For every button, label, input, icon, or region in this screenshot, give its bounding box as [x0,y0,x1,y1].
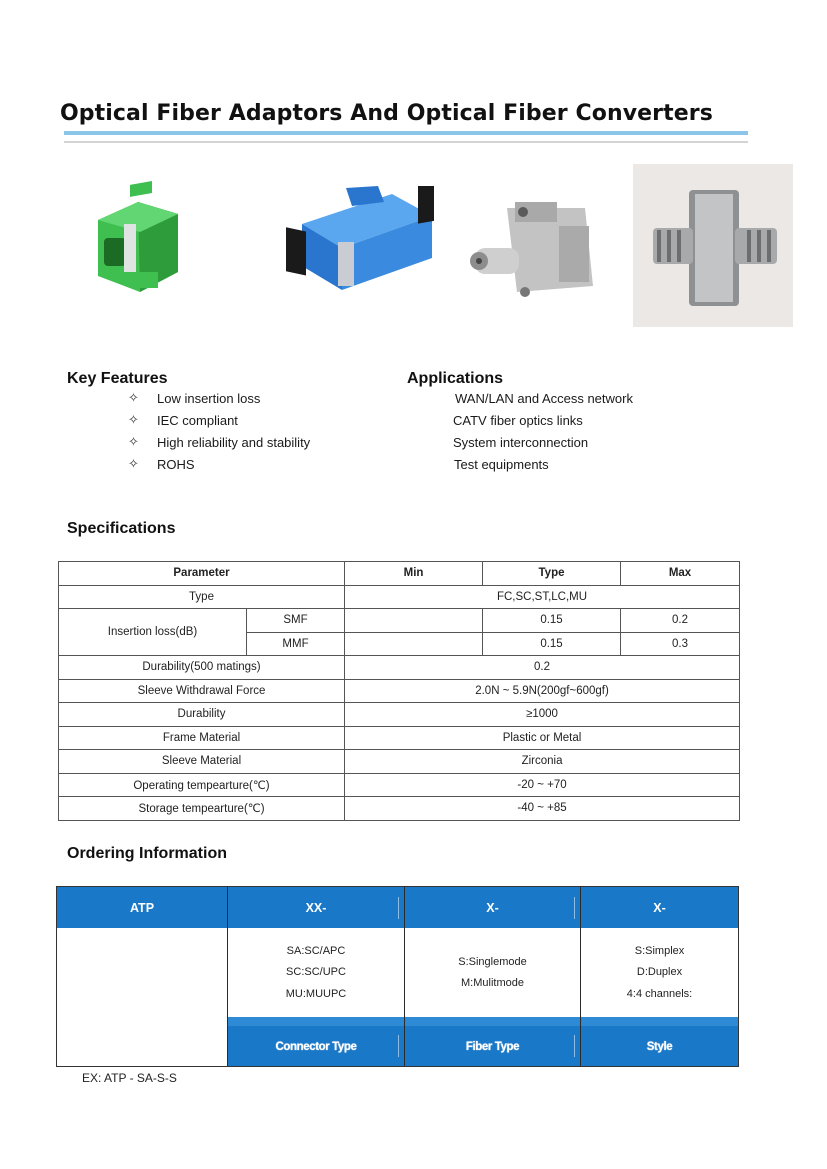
ordering-footer-strip [227,1017,738,1026]
param-value: ≥1000 [345,703,740,727]
column-header: Parameter [59,562,345,586]
max-value: 0.3 [621,632,740,656]
param-value: Plastic or Metal [345,726,740,750]
footer-connector-type: Connector Type [275,1041,357,1053]
min-value [345,609,483,633]
ordering-heading: Ordering Information [67,845,227,862]
table-row [59,585,740,609]
fiber-option: M:Mulitmode [461,977,524,989]
connector-option: SA:SC/APC [286,945,346,957]
ordering-header-connector: XX- [305,900,327,915]
table-row [59,773,740,797]
connector-option: MU:MUUPC [285,988,347,1000]
ordering-example: EX: ATP - SA-S-S [82,1071,177,1085]
param-value: FC,SC,ST,LC,MU [345,585,740,609]
bullet-icon: ✧ [128,390,139,405]
param-label: Operating tempearture(℃) [59,773,345,797]
bullet-icon: ✧ [128,412,139,427]
sub-label: MMF [247,632,345,656]
param-label: Storage tempearture(℃) [59,797,345,821]
table-row [59,609,740,633]
blue-sc-upc-adapter-photo [280,186,440,298]
bullet-icon: ✧ [128,434,139,449]
table-row [59,750,740,774]
bullet-icon: ✧ [128,456,139,471]
connector-option: SC:SC/UPC [286,966,346,978]
type-value: 0.15 [483,609,621,633]
application-item: WAN/LAN and Access network [455,391,633,406]
ordering-header-atp: ATP [129,900,155,915]
feature-item: High reliability and stability [157,435,311,450]
table-row [59,797,740,821]
param-value: 0.2 [345,656,740,680]
key-features-heading: Key Features [67,370,168,387]
ordering-header-style: X- [653,900,666,915]
param-label: Sleeve Material [59,750,345,774]
specifications-table [58,561,740,821]
param-value: 2.0N ~ 5.9N(200gf~600gf) [345,679,740,703]
table-row [59,703,740,727]
title-underline-blue [64,131,748,135]
specifications-heading: Specifications [67,520,176,537]
param-label: Frame Material [59,726,345,750]
param-value: -40 ~ +85 [345,797,740,821]
feature-item: IEC compliant [157,413,238,428]
application-item: System interconnection [453,435,589,450]
param-label: Durability [59,703,345,727]
application-item: Test equipments [454,457,549,472]
max-value: 0.2 [621,609,740,633]
type-value: 0.15 [483,632,621,656]
min-value [345,632,483,656]
style-option: S:Simplex [634,945,685,957]
ordering-table [56,886,739,1067]
green-sc-apc-adapter-photo [78,180,188,300]
column-header: Type [483,562,621,586]
feature-item: Low insertion loss [157,391,261,406]
style-option: 4:4 channels: [626,988,693,1000]
application-item: CATV fiber optics links [453,413,583,428]
table-row [59,679,740,703]
param-label: Durability(500 matings) [59,656,345,680]
feature-item: ROHS [157,457,195,472]
fiber-option: S:Singlemode [458,956,527,968]
param-label: Type [59,585,345,609]
table-header-row [59,562,740,586]
ordering-header-fiber: X- [486,900,499,915]
title-underline-gray [64,141,748,143]
footer-fiber-type: Fiber Type [465,1041,520,1053]
param-value: -20 ~ +70 [345,773,740,797]
fc-adapter-metal-photo [633,164,793,327]
param-value: Zirconia [345,750,740,774]
page-title: Optical Fiber Adaptors And Optical Fiber Converters [60,101,713,126]
column-header: Max [621,562,740,586]
param-label: Insertion loss(dB) [59,609,247,656]
table-row [59,726,740,750]
column-header: Min [345,562,483,586]
param-label: Sleeve Withdrawal Force [59,679,345,703]
style-option: D:Duplex [636,966,683,978]
st-fc-converter-photo [465,196,600,306]
table-row [59,656,740,680]
sub-label: SMF [247,609,345,633]
footer-style: Style [646,1041,673,1053]
applications-heading: Applications [407,370,504,387]
